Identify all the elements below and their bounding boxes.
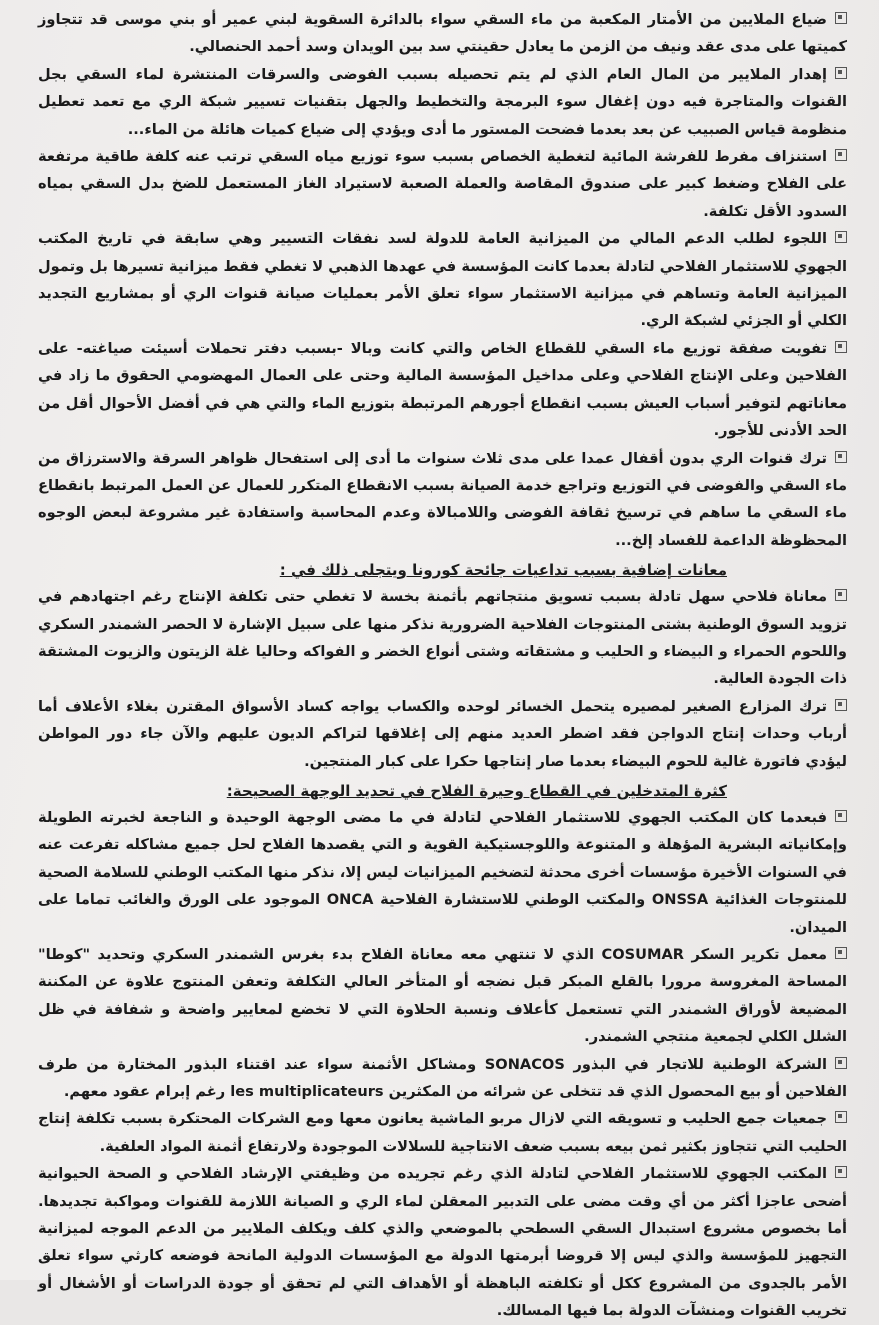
paragraph-text: إهدار الملايير من المال العام الذي لم يتم تحصيله بسبب الفوضى والسرقات المنتشرة لماء السقي بجل القنوات والمتاجرة فيه دون إغفال سوء البرمجة والتخطيط والجهل بتقنيات تسيير شبكة الري مع تعمد تعطيل منظومة قياس الصبيب عن بعد بعدما فضحت المستور ما أدى ويؤدي إلى ضياع كميات هائلة من الماء...	[38, 65, 847, 138]
bullet-paragraph	[38, 941, 847, 1051]
checkbox-bullet-icon	[835, 589, 847, 601]
paragraph-text: الشركة الوطنية للاتجار في البذور SONACOS ومشاكل الأثمنة سواء عند اقتناء البذور المختارة من طرف الفلاحين أو بيع المحصول الذي قد تتخلى عن شرائه من المكثرين les multiplicateurs رغم إبرام عقود معهم.	[38, 1055, 847, 1101]
checkbox-bullet-icon	[835, 699, 847, 711]
bullet-paragraph	[38, 335, 847, 445]
checkbox-bullet-icon	[835, 67, 847, 79]
checkbox-bullet-icon	[835, 341, 847, 353]
bullet-paragraph	[38, 143, 847, 225]
bullet-paragraph	[38, 445, 847, 555]
bullet-paragraph	[38, 1160, 847, 1324]
paragraph-text: فبعدما كان المكتب الجهوي للاستثمار الفلاحي لتادلة في ما مضى الوجهة الوحيدة و الناجعة لخبرته الطويلة وإمكانياته البشرية المؤهلة و المتنوعة واللوجستيكية القوية و التي يقصدها الفلاح لحل جميع مشاكله تفرعت عنه في السنوات الأخيرة مؤسسات أخرى محدثة لتضخيم الميزانيات ليس إلا، نذكر منها المكتب الوطني للسلامة الصحية للمنتوجات الغذائية ONSSA والمكتب الوطني للاستشارة الفلاحية ONCA الموجود على الورق والغائب تماما على الميدان.	[38, 808, 847, 936]
paragraph-text: ضياع الملايين من الأمتار المكعبة من ماء السقي سواء بالدائرة السقوية لبني عمير أو بني موسى قد تتجاوز كميتها على مدى عقد ونيف من الزمن ما يعادل حقينتي سد بين الويدان وسد أحمد الحنصالي.	[38, 11, 847, 56]
checkbox-bullet-icon	[835, 947, 847, 959]
paragraph-text: ترك المزارع الصغير لمصيره يتحمل الخسائر لوحده والكساب يواجه كساد الأسواق المقترن بغلاء الأعلاف أما أرباب وحدات إنتاج الدواجن فقد اضطر العديد منهم إلى إغلاقها لتراكم الديون عليهم والآن جاء دور المواطن ليؤدي فاتورة غالية للحوم البيضاء بعدما صار إنتاجها حكرا على كبار المنتجين.	[38, 697, 847, 770]
paragraph-text: معاناة فلاحي سهل تادلة بسبب تسويق منتجاتهم بأثمنة بخسة لا تغطي حتى تكلفة الإنتاج رغم اجتهادهم في تزويد السوق الوطنية بشتى المنتوجات الفلاحية الضرورية نذكر منها على سبيل الإشارة لا الحصر الشمندر السكري واللحوم الحمراء و البيضاء و الحليب و مشتقاته وشتى أنواع الخضر و الفواكه وحاليا غلة الزيتون والزيوت المشتقة ذات الجودة العالية.	[38, 588, 847, 688]
bullet-paragraph	[38, 1105, 847, 1160]
paragraph-text: اللجوء لطلب الدعم المالي من الميزانية العامة للدولة لسد نفقات التسيير وهي سابقة في تاريخ المكتب الجهوي للاستثمار الفلاحي لتادلة بعدما كانت المؤسسة في عهدها الذهبي لا تغطي فقط ميزانية تسيرها بل وتمول الميزانية العامة وتساهم في ميزانية الاستثمار سواء تعلق الأمر بعمليات صيانة قنوات الري أو بمشاريع التجديد الكلي أو الجزئي لشبكة الري.	[38, 230, 847, 330]
paragraph-text: معمل تكرير السكر COSUMAR الذي لا تنتهي معه معاناة الفلاح بدء بغرس الشمندر السكري وتحديد "كوطا" المساحة المغروسة مرورا بالقلع المبكر قبل نضجه أو المتأخر العالي التكلفة وتعفن المنتوج علاوة عن المكننة المضيعة لأوراق الشمندر التي تستعمل كأعلاف ونسبة الحلاوة التي لا تخضع لمعايير واضحة و شفافة في ظل الشلل الكلي لجمعية منتجي الشمندر.	[38, 946, 847, 1046]
bullet-paragraph	[38, 583, 847, 693]
bullet-paragraph	[38, 693, 847, 775]
checkbox-bullet-icon	[835, 810, 847, 822]
paragraph-text: ترك قنوات الري بدون أقفال عمدا على مدى ثلاث سنوات ما أدى إلى استفحال ظواهر السرقة والاسترزاق من ماء السقي والفوضى في التوزيع وتراجع خدمة الصيانة بسبب الانقطاع المتكرر للعمال عن العمل المرتبط بانقطاع ماء السقي ما ساهم في ترسيخ ثقافة الفوضى واللامبالاة وعدم المحاسبة واستفادة غير مشروعة لبعض الوجوه المحظوظة الداعمة للفساد إلخ...	[38, 449, 847, 549]
section-corona	[38, 583, 847, 775]
heading-multiple-stakeholders: كثرة المتدخلين في القطاع وحيرة الفلاح في تحديد الوجهة الصحيحة:	[226, 781, 727, 800]
paragraph-text: استنزاف مفرط للفرشة المائية لتغطية الخصاص بسبب سوء توزيع مياه السقي ترتب عنه كلفة طاقية مرتفعة على الفلاح وضغط كبير على صندوق المقاصة والعملة الصعبة لاستيراد الغاز المستعمل للضخ بدل السقي بمياه السدود الأقل تكلفة.	[38, 148, 847, 220]
bullet-paragraph	[38, 6, 847, 61]
checkbox-bullet-icon	[835, 1111, 847, 1123]
bullet-paragraph	[38, 61, 847, 143]
paragraph-text: جمعيات جمع الحليب و تسويقه التي لازال مربو الماشية يعانون معها ومع الشركات المحتكرة بسبب تكلفة إنتاج الحليب التي تتجاوز بكثير ثمن بيعه بسبب ضعف الانتاجية للسلالات الموجودة ولارتفاع أثمنة المواد العلفية.	[38, 1110, 847, 1155]
checkbox-bullet-icon	[835, 451, 847, 463]
bullet-paragraph	[38, 1051, 847, 1106]
section-issues	[38, 6, 847, 554]
heading-corona-impacts: معانات إضافية بسبب تداعيات جائحة كورونا ويتجلى ذلك في :	[279, 561, 727, 580]
bullet-paragraph	[38, 225, 847, 335]
bullet-paragraph	[38, 804, 847, 941]
checkbox-bullet-icon	[835, 231, 847, 243]
paragraph-text: المكتب الجهوي للاستثمار الفلاحي لتادلة الذي رغم تجريده من وظيفتي الإرشاد الفلاحي و الصحة الحيوانية أضحى عاجزا أكثر من أي وقت مضى على التدبير المعقلن لماء الري و الصيانة اللازمة للقنوات ومواكبة تجديدها. أما بخصوص مشروع استبدال السقي السطحي بالموضعي والذي كلف ويكلف الملايير من الدعم الموجه لميزانية التجهيز للمؤسسة والذي ليس إلا قروضا أبرمتها الدولة مع المؤسسات الدولية المانحة فوضعه كارثي سواء تعلق الأمر بالجدوى من المشروع ككل أو تكلفته الباهظة أو الأهداف التي لم تحقق أو جودة الدراسات أو الأشغال أو تخريب القنوات ومنشآت الدولة بما فيها المسالك.	[38, 1165, 847, 1320]
checkbox-bullet-icon	[835, 1166, 847, 1178]
checkbox-bullet-icon	[835, 149, 847, 161]
section-stakeholders	[38, 804, 847, 1325]
checkbox-bullet-icon	[835, 1057, 847, 1069]
checkbox-bullet-icon	[835, 12, 847, 24]
paragraph-text: تفويت صفقة توزيع ماء السقي للقطاع الخاص والتي كانت وبالا -بسبب دفتر تحملات أسيئت صياغته- على الفلاحين وعلى الإنتاج الفلاحي وعلى مداخيل المؤسسة المالية وحتى على العمال المهضومي الحقوق ما زاد في معاناتهم لتوفير أسباب العيش بسبب انقطاع أجورهم المرتبطة بتوزيع الماء والتي هي في أفضل الأحوال أقل من الحد الأدنى للأجور.	[38, 339, 847, 440]
